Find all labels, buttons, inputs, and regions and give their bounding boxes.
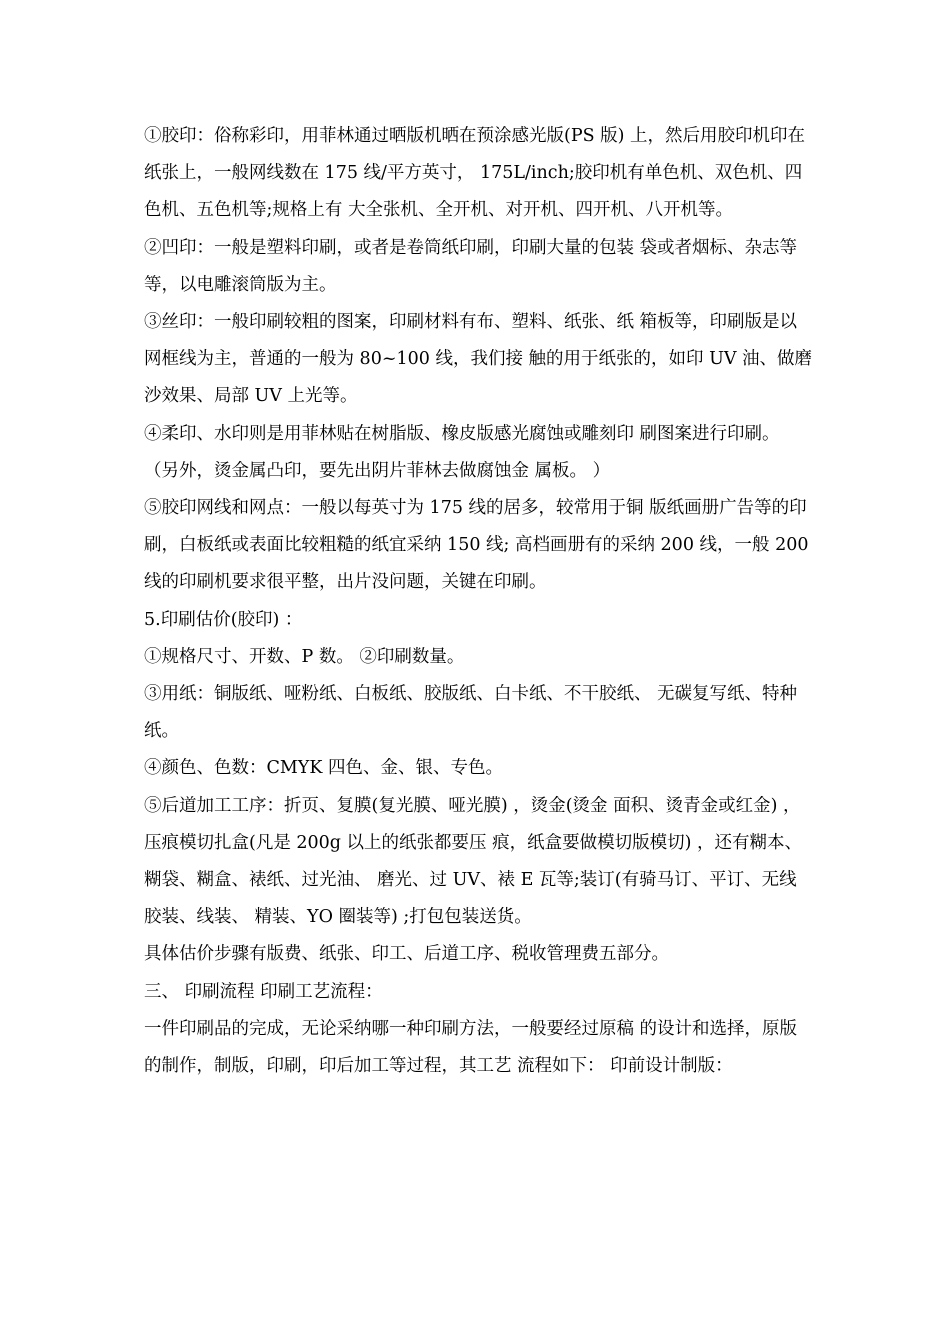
paragraph-hot-stamping-note: （另外，烫金属凸印，要先出阴片菲林去做腐蚀金 属板。 ） [144,460,611,481]
paragraph-flexo-printing: ④柔印、水印则是用菲林贴在树脂版、橡皮版感光腐蚀或雕刻印 刷图案进行印刷。 [144,423,780,444]
section-heading-process: 三、 印刷流程 印刷工艺流程： [144,981,383,1002]
paragraph-offset-printing: ①胶印：俗称彩印，用菲林通过晒版机晒在预涂感光版(PS 版) 上，然后用胶印机印在纸张上，一般网线数在 175 线/平方英寸， 175L/inch;胶印机有单色机、双色机、四色机、五色机等;规格上有 大全张机、全开机、对开机、四开机、八开机等。 [144,126,806,221]
paragraph-size-quantity: ①规格尺寸、开数、P 数。 ②印刷数量。 [144,646,465,667]
paragraph-screen-lines: ⑤胶印网线和网点：一般以每英寸为 175 线的居多，较常用于铜 版纸画册广告等的印刷，白板纸或表面比较粗糙的纸宜采纳 150 线; 高档画册有的采纳 200 线，一般 200 线的印刷机要求很平整，出片没问题，关键在印刷。 [144,498,809,593]
section-heading-estimate: 5.印刷估价(胶印) ： [144,609,303,630]
paragraph-process-intro: 一件印刷品的完成，无论采纳哪一种印刷方法，一般要经过原稿 的设计和选择，原版的制作，制版，印刷，印后加工等过程，其工艺 流程如下： 印前设计制版： [144,1018,798,1077]
paragraph-gravure-printing: ②凹印：一般是塑料印刷，或者是卷筒纸印刷，印刷大量的包装 袋或者烟标、杂志等等，以电雕滚筒版为主。 [144,237,798,295]
paragraph-estimate-steps: 具体估价步骤有版费、纸张、印工、后道工序、税收管理费五部分。 [144,944,669,965]
paragraph-paper-types: ③用纸：铜版纸、哑粉纸、白板纸、胶版纸、白卡纸、不干胶纸、 无碳复写纸、特种纸。 [144,684,798,742]
paragraph-post-processing: ⑤后道加工工序：折页、复膜(复光膜、哑光膜) ，烫金(烫金 面积、烫青金或红金) ，压痕模切扎盒(凡是 200g 以上的纸张都要压 痕，纸盒要做模切版模切) ，还有糊本、糊袋、糊盒、裱纸、过光油、 磨光、过 UV、裱 E 瓦等;装订(有骑马订、平订、无线胶装、线装、 精装、YO 圈装等) ;打包包装送货。 [144,795,803,928]
paragraph-screen-printing: ③丝印：一般印刷较粗的图案，印刷材料有布、塑料、纸张、纸 箱板等，印刷版是以网框线为主，普通的一般为 80~100 线，我们接 触的用于纸张的，如印 UV 油、做磨沙效果、局部 UV 上光等。 [144,312,813,407]
paragraph-colors: ④颜色、色数：CMYK 四色、金、银、专色。 [144,758,503,779]
document-body [144,118,814,1085]
